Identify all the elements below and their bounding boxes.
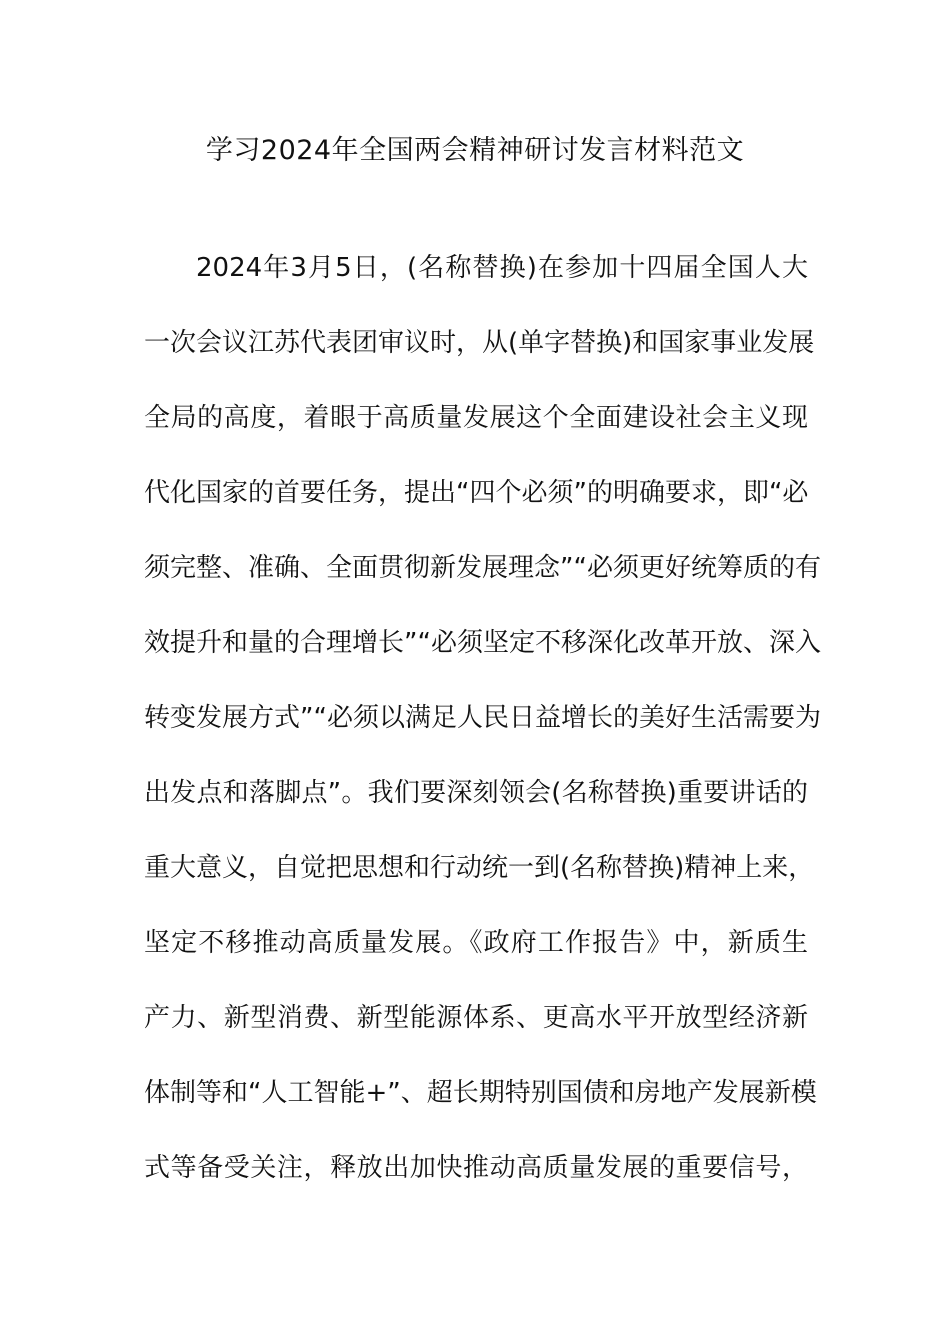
body-line: 效提升和量的合理增长”“必须坚定不移深化改革开放、深入 xyxy=(144,628,821,658)
body-line: 坚定不移推动高质量发展。《政府工作报告》中，新质生 xyxy=(144,928,808,958)
document-title: 学习2024年全国两会精神研讨发言材料范文 xyxy=(205,135,745,166)
body-line: 全局的高度，着眼于高质量发展这个全面建设社会主义现 xyxy=(144,403,808,433)
body-line: 式等备受关注，释放出加快推动高质量发展的重要信号， xyxy=(144,1153,808,1183)
body-line: 2024年3月5日，(名称替换)在参加十四届全国人大 xyxy=(196,253,808,283)
document-body xyxy=(144,248,821,1223)
body-line: 一次会议江苏代表团审议时，从(单字替换)和国家事业发展 xyxy=(144,328,815,358)
body-line: 代化国家的首要任务，提出“四个必须”的明确要求，即“必 xyxy=(144,478,809,508)
body-line: 须完整、准确、全面贯彻新发展理念”“必须更好统筹质的有 xyxy=(144,553,821,583)
body-line: 出发点和落脚点”。我们要深刻领会(名称替换)重要讲话的 xyxy=(144,778,808,808)
body-line: 产力、新型消费、新型能源体系、更高水平开放型经济新 xyxy=(144,1003,808,1033)
body-line: 体制等和“人工智能+”、超长期特别国债和房地产发展新模 xyxy=(144,1078,817,1108)
body-line: 重大意义，自觉把思想和行动统一到(名称替换)精神上来， xyxy=(144,853,815,883)
body-line: 转变发展方式”“必须以满足人民日益增长的美好生活需要为 xyxy=(144,703,821,733)
